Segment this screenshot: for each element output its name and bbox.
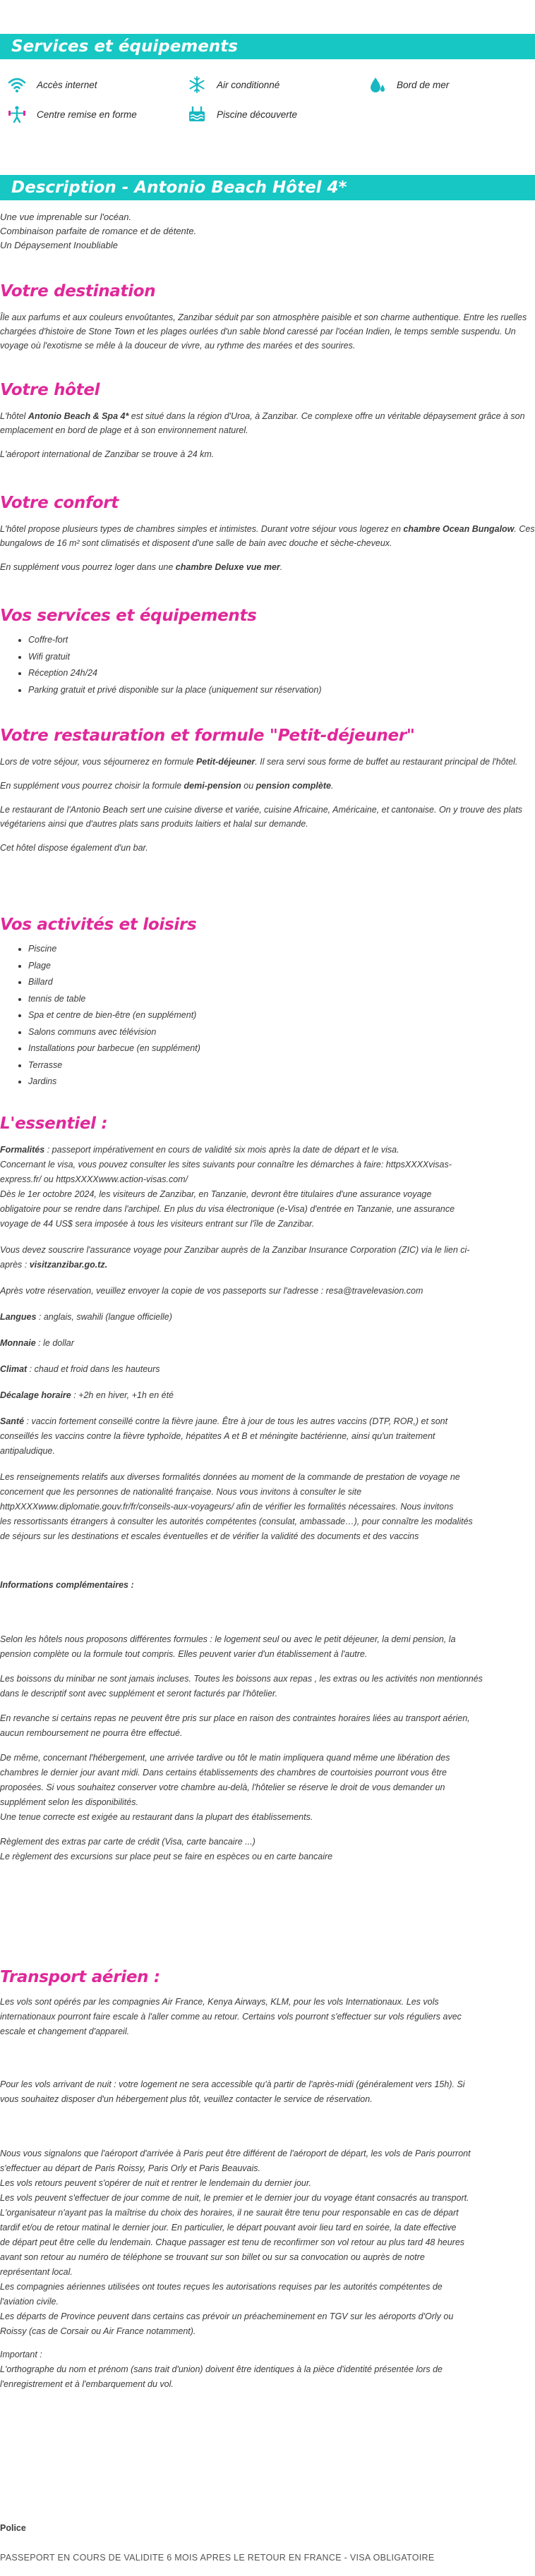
confort-text: L'hôtel propose plusieurs types de chambres simples et intimistes. Durant votre séjour vous logerez en chambre Ocean Bungalow. Ces bungalows de 16 m² sont climatisés et disposent d'une salle de bain avec douche et sèche-cheveux. [0, 524, 535, 548]
list-item: • Réception 24h/24 [28, 665, 535, 682]
transport-title: Transport aérien : [0, 1968, 160, 1986]
services-title: Services et équipements [0, 34, 535, 59]
list-item: • Terrasse [28, 1057, 535, 1074]
essentiel-title: L'essentiel : [0, 1114, 108, 1133]
service-label: Bord de mer [397, 79, 450, 90]
description-section [0, 175, 535, 200]
list-item: • Plage [28, 958, 535, 975]
restauration-text: Lors de votre séjour, vous séjournerez en formule Petit-déjeuner. Il sera servi sous forme de buffet au restaurant principal de l'hôtel. [0, 757, 518, 767]
fitness-icon [7, 104, 27, 124]
list-item: • Jardins [28, 1074, 535, 1090]
hotel-title: Votre hôtel [0, 381, 100, 399]
vos-services-section [0, 607, 535, 698]
passeport-line: Après votre réservation, veuillez envoyer la copie de vos passeports sur l'adresse : resa@travelevasion.com [0, 1286, 423, 1296]
service-air-conditioning [187, 75, 367, 95]
hotel-airport: L'aéroport international de Zanzibar se trouve à 24 km. [0, 449, 215, 459]
description-intro [0, 210, 535, 253]
important-label: Important : [0, 2350, 42, 2359]
infos-reglement: Règlement des extras par carte de crédit (Visa, carte bancaire ...) Le règlement des excursions sur place peut se faire en espèces ou en carte bancaire [0, 1837, 333, 1861]
hotel-name: Antonio Beach & Spa 4* [28, 411, 129, 421]
list-item: • Wifi gratuit [28, 649, 535, 666]
snowflake-icon [187, 75, 207, 95]
vos-services-title: Vos services et équipements [0, 607, 257, 625]
decalage-line: Décalage horaire : +2h en hiver, +1h en été [0, 1390, 174, 1400]
restauration-section [0, 727, 535, 855]
intro-line: Une vue imprenable sur l'océan. [0, 212, 132, 222]
insurance-link: visitzanzibar.go.tz. [29, 1260, 108, 1270]
intro-line: Un Dépaysement Inoubliable [0, 240, 118, 250]
activites-title: Vos activités et loisirs [0, 916, 197, 934]
infos-hebergement: De même, concernant l'hébergement, une arrivée tardive ou tôt le matin impliquera quand même une libération des chambres le dernier jour avant midi. Dans certains établissements des chambres de courtoisies pourront vous être proposées. Si vous souhaitez conserver votre chambre au-delà, l'hôtelier se réserve le droit de vous demander un supplément selon les disponibilités. Une tenue correcte est exigée au restaurant dans la plupart des établissements. [0, 1753, 450, 1822]
restauration-bar: Cet hôtel dispose également d'un bar. [0, 843, 148, 853]
monnaie-line: Monnaie : le dollar [0, 1338, 74, 1348]
infos-formules: Selon les hôtels nous proposons différentes formules : le logement seul ou avec le petit déjeuner, la demi pension, la pension complète ou la formule tout compris. Elles peuvent varier d'un établissement à l'autre. [0, 1634, 456, 1659]
pool-icon [187, 104, 207, 124]
list-item: • tennis de table [28, 991, 535, 1008]
police-section [0, 2521, 535, 2565]
transport-details: Nous vous signalons que l'aéroport d'arrivée à Paris peut être différent de l'aéroport de départ, les vols de Paris pourront s'effectuer au départ de Paris Roissy, Paris Orly et Paris Beauvais. Les vols retours peuvent s'opérer de nuit et rentrer le lendemain du dernier jour. Les vols peuvent s'effectuer de jour comme de nuit, le premier et le dernier jour du voyage étant consacrés au transport. L'organisateur n'ayant pas la maîtrise du choix des horaires, il ne saurait être tenu pour responsable en cas de départ tardif et/ou de retour matinal le dernier jour. En particulier, le départ pouvant avoir lieu tard en soirée, la date effective de départ peut être celle du lendemain. Chaque passager est tenu de reconfirmer son vol retour au plus tard 48 heures avant son retour au numéro de téléphone se trouvant sur son billet ou sur sa convocation ou auprès de notre représentant local. Les compagnies aériennes utilisées ont toutes reçues les autorisations requises par les autorités compétentes de l'aviation civile. Les départs de Province peuvent dans certains cas prévoir un préacheminement en TGV sur les aéroports d'Orly ou Roissy (cas de Corsair ou Air France notamment). [0, 2149, 471, 2336]
transport-section [0, 1968, 535, 2392]
description-title: Description - Antonio Beach Hôtel 4* [0, 175, 535, 200]
list-item: • Installations pour barbecue (en supplément) [28, 1040, 535, 1057]
water-drop-icon [367, 75, 387, 95]
langues-line: Langues : anglais, swahili (langue officielle) [0, 1312, 172, 1322]
formalites-label: Formalités [0, 1145, 45, 1155]
wifi-icon [7, 75, 27, 95]
service-label: Piscine découverte [217, 109, 298, 120]
formalites-block: Formalités : passeport impérativement en cours de validité six mois après la date de départ et le visa. Concernant le visa, vous pouvez consulter les sites suivants pour connaître les démarches à faire: httpsXXXXvisas- express.fr/ ou httpsXXXXwww.action-visas.com/ Dès le 1er octobre 2024, les visiteurs de Zanzibar, en Tanzanie, devront être titulaires d'une assurance voyage obligatoire pour se rendre dans l'archipel. En plus du visa électronique (e-Visa) d'entrée en Tanzanie, une assurance voyage de 44 US$ sera imposée à tous les visiteurs entrant sur l'île de Zanzibar. [0, 1145, 455, 1229]
essentiel-section [0, 1114, 535, 1864]
police-label: Police [0, 2523, 26, 2533]
service-label: Air conditionné [217, 79, 280, 90]
vos-services-list [0, 632, 535, 698]
service-internet [7, 75, 187, 95]
activites-section [0, 916, 535, 1090]
hotel-section [0, 381, 535, 461]
services-section [0, 34, 535, 120]
destination-title: Votre destination [0, 282, 156, 300]
restauration-title: Votre restauration et formule "Petit-déjeuner" [0, 727, 415, 745]
service-fitness [7, 104, 187, 124]
confort-title: Votre confort [0, 494, 119, 512]
infos-label: Informations complémentaires : [0, 1580, 134, 1590]
service-label: Centre remise en forme [37, 109, 137, 120]
assurance-block: Vous devez souscrire l'assurance voyage pour Zanzibar auprès de la Zanzibar Insurance Corporation (ZIC) via le lien ci- après : visitzanzibar.go.tz. [0, 1245, 470, 1270]
destination-section [0, 282, 535, 353]
service-pool [187, 104, 367, 124]
list-item: • Salons communs avec télévision [28, 1024, 535, 1041]
restauration-supplement: En supplément vous pourrez choisir la formule demi-pension ou pension complète. [0, 781, 334, 791]
transport-important: Important : L'orthographe du nom et prénom (sans trait d'union) doivent être identiques à la pièce d'identité présentée lors de l'enregistrement et à l'embarquement du vol. [0, 2347, 535, 2392]
intro-line: Combinaison parfaite de romance et de détente. [0, 226, 197, 236]
service-seaside [367, 75, 529, 95]
destination-text: Île aux parfums et aux couleurs envoûtantes, Zanzibar séduit par son atmosphère paisible et son charme authentique. Entre les ruelles chargées d'histoire de Stone Town et les plages ourlées d'un sable blond caressé par l'océan Indien, le temps semble suspendu. Un voyage où l'exotisme se mêle à la douceur de vivre, au rythme des marées et des sourires. [0, 312, 527, 351]
renseignements-block: Les renseignements relatifs aux diverses formalités données au moment de la commande de prestation de voyage ne concernent que les personnes de nationalité française. Nous vous invitons à consulter le site httpXXXXwww.diplomatie.gouv.fr/fr/conseils-aux-voyageurs/ afin de vérifier les formalités nécessaires. Nous invitons les ressortissants étrangers à consulter les autorités compétentes (consulat, ambassade…), pour connaître les modalités de séjours sur les destinations et escales éventuelles et de vérifier la validité des documents et des vaccins [0, 1472, 473, 1541]
activites-list [0, 941, 535, 1090]
infos-minibar: Les boissons du minibar ne sont jamais incluses. Toutes les boissons aux repas , les extras ou les activités non mentionnés dans le descriptif sont avec supplément et seront facturés par l'hôtelier. [0, 1674, 483, 1699]
confort-section [0, 494, 535, 574]
transport-compagnies: Les vols sont opérés par les compagnies Air France, Kenya Airways, KLM, pour les vols Internationaux. Les vols internationaux pourront faire escale à l'aller comme au retour. Certains vols pourront s'effectuer sur vols réguliers avec escale et changement d'appareil. [0, 1997, 462, 2036]
restauration-cuisine: Le restaurant de l'Antonio Beach sert une cuisine diverse et variée, cuisine Africaine, Américaine, et cantonaise. On y trouve des plats végétariens ainsi que d'autres plats sans produits laitiers et halal sur demande. [0, 805, 523, 829]
sante-block: Santé : vaccin fortement conseillé contre la fièvre jaune. Être à jour de tous les autres vaccins (DTP, ROR,) et sont conseillés les vaccins contre la fièvre typhoïde, hépatites A et B et méningite bactérienne, ainsi qu'un traitement antipaludique. [0, 1416, 448, 1456]
climat-line: Climat : chaud et froid dans les hauteurs [0, 1364, 160, 1374]
list-item: • Billard [28, 974, 535, 991]
list-item: • Parking gratuit et privé disponible sur la place (uniquement sur réservation) [28, 682, 535, 699]
list-item: • Coffre-fort [28, 632, 535, 649]
transport-vols-nuit: Pour les vols arrivant de nuit : votre logement ne sera accessible qu'à partir de l'après-midi (généralement vers 15h). Si vous souhaitez disposer d'un hébergement plus tôt, veuillez contacter le service de réservation. [0, 2079, 465, 2104]
list-item: • Piscine [28, 941, 535, 958]
hotel-text: L'hôtel Antonio Beach & Spa 4* est situé dans la région d'Uroa, à Zanzibar. Ce complexe offre un véritable dépaysement grâce à son emplacement en bord de plage et à son environnement naturel. [0, 411, 525, 435]
infos-repas: En revanche si certains repas ne peuvent être pris sur place en raison des contraintes horaires liées au transport aérien, aucun remboursement ne pourra être effectué. [0, 1713, 470, 1738]
service-label: Accès internet [37, 79, 97, 90]
confort-supplement: En supplément vous pourrez loger dans une chambre Deluxe vue mer. [0, 562, 283, 572]
services-grid [0, 59, 535, 120]
police-text: PASSEPORT EN COURS DE VALIDITE 6 MOIS APRES LE RETOUR EN FRANCE - VISA OBLIGATOIRE [0, 2553, 435, 2563]
list-item: • Spa et centre de bien-être (en supplément) [28, 1007, 535, 1024]
